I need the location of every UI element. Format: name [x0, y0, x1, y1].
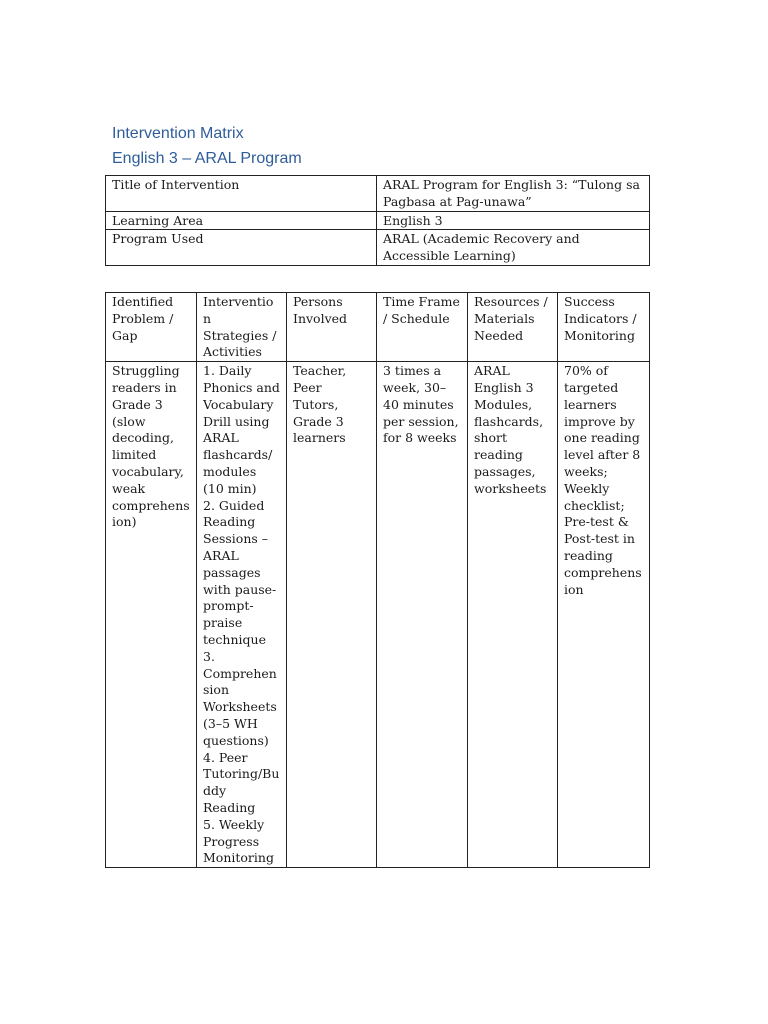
cell-problem: Struggling readers in Grade 3 (slow decoding, limited vocabulary, weak comprehension): [106, 362, 197, 868]
strategy-item: 2. Guided Reading Sessions – ARAL passages with pause-prompt-praise technique: [203, 497, 277, 647]
cell-persons: Teacher, Peer Tutors, Grade 3 learners: [287, 362, 377, 868]
document-subtitle: English 3 – ARAL Program: [112, 150, 302, 167]
column-header-problem: Identified Problem / Gap: [106, 293, 197, 362]
column-header-resources: Resources / Materials Needed: [468, 293, 558, 362]
column-header-indicators: Success Indicators / Monitoring: [558, 293, 650, 362]
info-row-title: [106, 176, 650, 212]
cell-indicators: 70% of targeted learners improve by one reading level after 8 weeks; Weekly checklist; Pre-test & Post-test in reading comprehension: [558, 362, 650, 868]
info-row-learning-area: [106, 211, 650, 230]
column-header-strategies: Intervention Strategies / Activities: [197, 293, 287, 362]
strategy-item: 1. Daily Phonics and Vocabulary Drill using ARAL flashcards/ modules (10 min): [203, 363, 280, 496]
strategy-item: 3. Comprehension Worksheets (3–5 WH questions): [203, 648, 277, 748]
info-value: ARAL (Academic Recovery and Accessible Learning): [377, 230, 650, 266]
column-header-time-frame: Time Frame / Schedule: [377, 293, 468, 362]
document-title: Intervention Matrix: [112, 125, 244, 142]
cell-strategies: [197, 362, 287, 868]
info-row-program-used: [106, 230, 650, 266]
table-row: [106, 362, 650, 868]
info-value: English 3: [377, 211, 650, 230]
info-label: Title of Intervention: [106, 176, 377, 212]
intervention-matrix-table: [105, 292, 650, 868]
info-label: Program Used: [106, 230, 377, 266]
matrix-header-row: [106, 293, 650, 362]
cell-time-frame: 3 times a week, 30–40 minutes per session, for 8 weeks: [377, 362, 468, 868]
cell-resources: ARAL English 3 Modules, flashcards, short reading passages, worksheets: [468, 362, 558, 868]
info-label: Learning Area: [106, 211, 377, 230]
intervention-info-table: [105, 175, 650, 266]
strategy-item: 5. Weekly Progress Monitoring: [203, 816, 274, 866]
strategy-item: 4. Peer Tutoring/Buddy Reading: [203, 749, 280, 815]
info-value: ARAL Program for English 3: “Tulong sa Pagbasa at Pag-unawa”: [377, 176, 650, 212]
column-header-persons: Persons Involved: [287, 293, 377, 362]
